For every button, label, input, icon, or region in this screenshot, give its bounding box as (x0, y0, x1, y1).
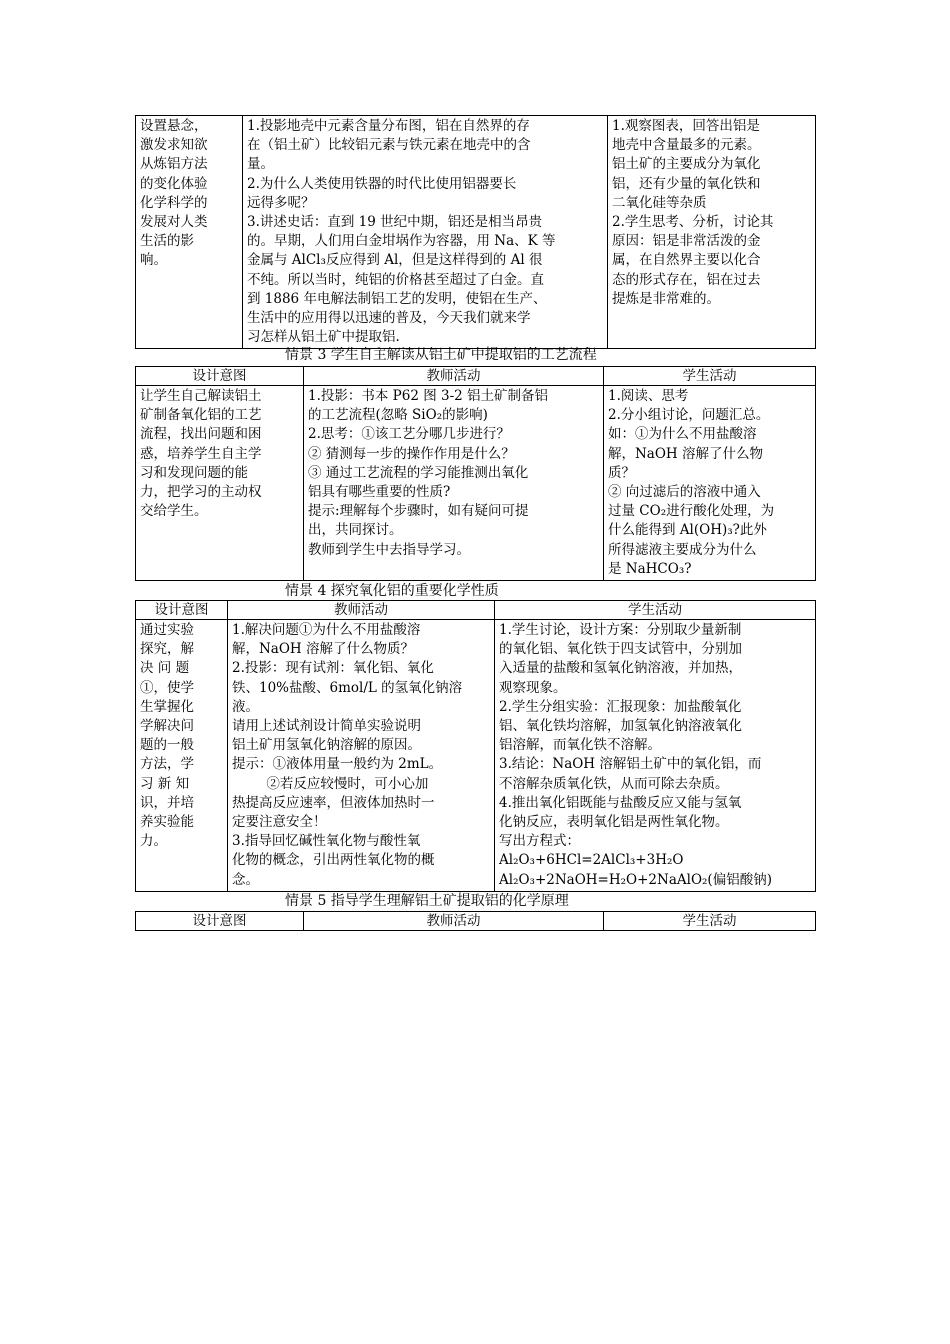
text-line: 2.学生分组实验：汇报现象：加盐酸氧化 (499, 698, 742, 715)
text-line: 的变化体验 (140, 175, 208, 192)
text-line: Al₂O₃+2NaOH=H₂O+2NaAlO₂(偏铝酸钠) (499, 871, 772, 888)
text-line: 1.学生讨论，设计方案：分别取少量新制 (499, 622, 742, 638)
text-line: 学解决问 (140, 718, 194, 735)
table-row (136, 620, 816, 892)
text-line: 写出方程式： (499, 833, 580, 850)
scene4-caption: 情景 4 探究氧化铝的重要化学性质 (285, 583, 499, 599)
text-line: 铝具有哪些重要的性质? (308, 484, 451, 501)
text-line: 的。早期，人们用白金坩埚作为容器，用 Na、K 等 (247, 233, 556, 250)
text-line: 观察现象。 (499, 679, 567, 696)
table-1 (135, 115, 816, 349)
scene4-block (135, 600, 815, 892)
text-line: 请用上述试剂设计简单实验说明 (232, 718, 421, 735)
text-line: 念。 (232, 871, 259, 888)
text-line: 2.为什么人类使用铁器的时代比使用铝器要长 (247, 175, 517, 192)
text-line: 通过实验 (140, 622, 194, 638)
text-line: 探究，解 (140, 641, 194, 658)
text-line: 原因：铝是非常活泼的金 (612, 233, 761, 250)
text-line: 3.结论：NaOH 溶解铝土矿中的氧化铝，而 (499, 756, 762, 773)
text-line: 方法，学 (140, 756, 194, 773)
text-line: 化钠反应，表明氧化铝是两性氧化物。 (499, 814, 729, 831)
text-line: 习和发现问题的能 (140, 464, 248, 481)
text-line: 热提高反应速率，但液体加热时一 (232, 794, 435, 811)
text-line: 养实验能 (140, 814, 194, 831)
scene5-block (135, 911, 815, 931)
text-line: 在（铝土矿）比较铝元素与铁元素在地壳中的含 (247, 137, 531, 154)
text-line: 量。 (247, 156, 274, 173)
header-teacher-activity: 教师活动 (304, 367, 604, 386)
text-line: 液。 (232, 698, 259, 715)
text-line: 远得多呢？ (247, 194, 315, 211)
text-line: 解，NaOH 溶解了什么物 (608, 445, 763, 462)
text-line: 惑，培养学生自主学 (140, 445, 262, 462)
header-student-activity: 学生活动 (495, 601, 816, 620)
table-1-block (135, 115, 815, 349)
table-row (136, 116, 816, 349)
header-design-intent: 设计意图 (136, 912, 304, 931)
header-teacher-activity: 教师活动 (304, 912, 604, 931)
text-line: 是 NaHCO₃? (608, 560, 692, 577)
text-line: 4.推出氧化铝既能与盐酸反应又能与氢氧 (499, 794, 742, 811)
text-line: Al₂O₃+6HCl=2AlCl₃+3H₂O (499, 852, 684, 869)
text-line: 铝溶解，而氧化铁不溶解。 (499, 737, 661, 754)
teacher-activity-cell (243, 116, 608, 349)
text-line: 不溶解杂质氧化铁，从而可除去杂质。 (499, 775, 729, 792)
text-line: 决 问 题 (140, 660, 190, 677)
text-line: 铁、10%盐酸、6mol/L 的氢氧化钠溶 (232, 679, 463, 696)
header-design-intent: 设计意图 (136, 601, 228, 620)
scene5-table (135, 911, 816, 931)
text-line: 1.观察图表，回答出铝是 (612, 118, 760, 134)
text-line: 习怎样从铝土矿中提取铝. (247, 329, 400, 346)
text-line: 1.投影：书本 P62 图 3-2 铝土矿制备铝 (308, 388, 549, 404)
text-line: ③ 通过工艺流程的学习能推测出氧化 (308, 464, 529, 481)
text-line: 发展对人类 (140, 214, 208, 231)
header-student-activity: 学生活动 (604, 367, 816, 386)
text-line: 铝土矿的主要成分为氧化 (612, 156, 761, 173)
text-line: ② 猜测每一步的操作作用是什么？ (308, 445, 515, 462)
scene3-caption: 情景 3 学生自主解读从铝土矿中提取铝的工艺流程 (285, 347, 597, 363)
header-teacher-activity: 教师活动 (228, 601, 495, 620)
text-line: 金属与 AlCl₃反应得到 Al，但是这样得到的 Al 很 (247, 252, 543, 269)
text-line: 2.分小组讨论，问题汇总。 (608, 407, 770, 424)
text-line: 的工艺流程(忽略 SiO₂的影响) (308, 407, 488, 424)
scene3-block (135, 366, 815, 581)
text-line: 提炼是非常难的。 (612, 290, 720, 307)
text-line: 3.指导回忆碱性氧化物与酸性氧 (232, 833, 421, 850)
design-intent-cell (136, 116, 243, 349)
text-line: 识，并培 (140, 794, 194, 811)
text-line: 定要注意安全！ (232, 814, 327, 831)
text-line: 题的一般 (140, 737, 194, 754)
text-line: 不纯。所以当时，纯铝的价格甚至超过了白金。直 (247, 271, 544, 288)
table-row (136, 386, 816, 581)
text-line: 1.阅读、思考 (608, 388, 689, 404)
text-line: 化学科学的 (140, 194, 208, 211)
text-line: 生掌握化 (140, 698, 194, 715)
text-line: 质？ (608, 464, 635, 481)
text-line: 生活中的应用得以迅速的普及，今天我们就来学 (247, 310, 531, 327)
text-line: 提示:理解每个步骤时，如有疑问可提 (308, 503, 529, 520)
text-line: 矿制备氧化铝的工艺 (140, 407, 262, 424)
text-line: 铝，还有少量的氧化铁和 (612, 175, 761, 192)
text-line: 2.学生思考、分析，讨论其 (612, 214, 774, 231)
text-line: 出，共同探讨。 (308, 522, 403, 539)
header-student-activity: 学生活动 (604, 912, 816, 931)
text-line: 响。 (140, 252, 167, 269)
text-line: 如：①为什么不用盐酸溶 (608, 426, 757, 443)
text-line: 力。 (140, 833, 167, 850)
text-line: 教师到学生中去指导学习。 (308, 541, 470, 558)
text-line: 从炼铝方法 (140, 156, 208, 173)
text-line: 2.思考：①该工艺分哪几步进行？ (308, 426, 510, 443)
scene4-table (135, 600, 816, 892)
text-line: 流程，找出问题和困 (140, 426, 262, 443)
text-line: 提示：①液体用量一般约为 2mL。 (232, 756, 443, 773)
design-intent-cell (136, 620, 228, 892)
header-design-intent: 设计意图 (136, 367, 304, 386)
text-line: 交给学生。 (140, 503, 208, 520)
teacher-activity-cell (304, 386, 604, 581)
text-line: ② 向过滤后的溶液中通入 (608, 484, 761, 501)
student-activity-cell (495, 620, 816, 892)
text-line: 过量 CO₂进行酸化处理，为 (608, 503, 775, 520)
text-line: 设置悬念， (140, 118, 208, 134)
text-line: 1.投影地壳中元素含量分布图，铝在自然界的存 (247, 118, 530, 134)
student-activity-cell (608, 116, 816, 349)
scene5-caption: 情景 5 指导学生理解铝土矿提取铝的化学原理 (285, 893, 569, 909)
text-line: 3.讲述史话：直到 19 世纪中期，铝还是相当昂贵 (247, 214, 543, 231)
text-line: 化物的概念，引出两性氧化物的概 (232, 852, 435, 869)
table-header-row (136, 912, 816, 931)
text-line: 所得滤液主要成分为什么 (608, 541, 757, 558)
table-header-row (136, 601, 816, 620)
text-line: 的氧化铝、氧化铁于四支试管中，分别加 (499, 641, 742, 658)
design-intent-cell (136, 386, 304, 581)
text-line: 生活的影 (140, 233, 194, 250)
text-line: 铝、氧化铁均溶解，加氢氧化钠溶液氧化 (499, 718, 742, 735)
scene3-table (135, 366, 816, 581)
text-line: 解，NaOH 溶解了什么物质？ (232, 641, 414, 658)
text-line: 什么能得到 Al(OH)₃?此外 (608, 522, 767, 539)
text-line: ②若反应较慢时，可小心加 (232, 775, 429, 792)
text-line: 态的形式存在，铝在过去 (612, 271, 761, 288)
text-line: 属，在自然界主要以化合 (612, 252, 761, 269)
text-line: 1.解决问题①为什么不用盐酸溶 (232, 622, 421, 638)
text-line: 2.投影：现有试剂：氧化铝、氧化 (232, 660, 434, 677)
text-line: 入适量的盐酸和氢氧化钠溶液，并加热， (499, 660, 742, 677)
text-line: 到 1886 年电解法制铝工艺的发明，使铝在生产、 (247, 290, 547, 307)
text-line: ①，使学 (140, 679, 194, 696)
student-activity-cell (604, 386, 816, 581)
teacher-activity-cell (228, 620, 495, 892)
text-line: 激发求知欲 (140, 137, 208, 154)
text-line: 铝土矿用氢氧化钠溶解的原因。 (232, 737, 421, 754)
text-line: 力，把学习的主动权 (140, 484, 262, 501)
text-line: 让学生自己解读铝土 (140, 388, 262, 404)
text-line: 习 新 知 (140, 775, 190, 792)
table-header-row (136, 367, 816, 386)
text-line: 地壳中含量最多的元素。 (612, 137, 761, 154)
text-line: 二氧化硅等杂质 (612, 194, 707, 211)
